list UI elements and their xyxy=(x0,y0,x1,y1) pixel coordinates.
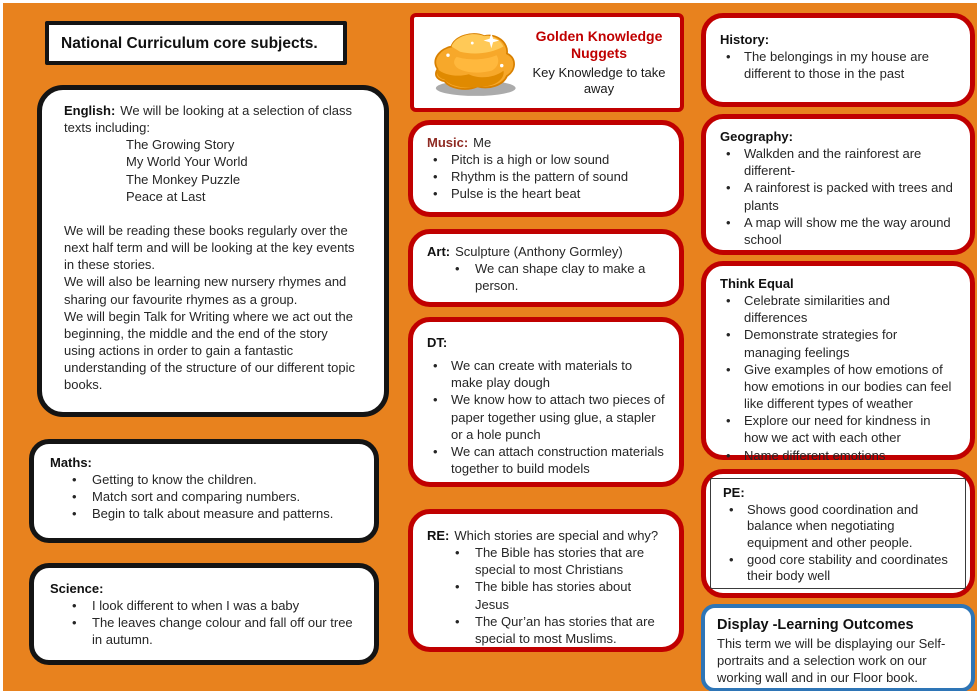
science-bullet-list xyxy=(50,597,358,648)
display-heading: Display -Learning Outcomes xyxy=(717,617,914,633)
english-heading: English: xyxy=(64,103,116,118)
list-item: • Pitch is a high or low sound xyxy=(427,151,665,168)
nuggets-title: Golden Knowledge Nuggets xyxy=(535,27,663,62)
list-item: • The bible has stories about Jesus xyxy=(427,578,665,612)
pe-box xyxy=(701,469,975,598)
display-body: This term we will be displaying our Self-portraits and a selection work on our working wall and in our Floor book. xyxy=(717,636,946,686)
music-bullet-list xyxy=(427,151,665,202)
list-item: • Getting to know the children. xyxy=(50,471,358,488)
golden-nuggets-box xyxy=(410,13,684,112)
science-box xyxy=(29,563,379,665)
science-heading: Science: xyxy=(50,581,104,596)
english-box xyxy=(37,85,389,417)
list-item: • Shows good coordination and balance when negotiating equipment and other people. xyxy=(723,502,953,552)
list-item: • Walkden and the rainforest are different- xyxy=(720,145,956,179)
geography-box xyxy=(701,114,975,255)
list-item: • Match sort and comparing numbers. xyxy=(50,488,358,505)
pe-heading: PE: xyxy=(723,485,745,500)
list-item: Peace at Last xyxy=(126,188,206,204)
re-bullet-list xyxy=(427,544,665,647)
list-item: • Pulse is the heart beat xyxy=(427,185,665,202)
list-item: • We know how to attach two pieces of paper together using glue, a stapler or a hole punch xyxy=(427,391,665,442)
list-item: The Growing Story xyxy=(126,137,235,153)
art-box xyxy=(408,229,684,307)
history-heading: History: xyxy=(720,32,770,47)
list-item: • Explore our need for kindness in how we act with each other xyxy=(720,412,956,446)
list-item: • Give examples of how emotions of how emotions in our bodies can feel like different types of weather xyxy=(720,361,956,412)
list-item: • We can attach construction materials together to build models xyxy=(427,443,665,477)
history-bullet-list xyxy=(720,48,956,82)
pe-inner-frame xyxy=(710,478,966,589)
gold-nugget-icon xyxy=(422,22,526,104)
list-item: • We can create with materials to make play dough xyxy=(427,357,665,391)
list-item: • The leaves change colour and fall off our tree in autumn. xyxy=(50,614,358,648)
music-topic: Me xyxy=(473,135,492,150)
list-item: • The Qur’an has stories that are special to most Muslims. xyxy=(427,613,665,647)
list-item: • Rhythm is the pattern of sound xyxy=(427,168,665,185)
list-item: • Begin to talk about measure and patterns. xyxy=(50,505,358,522)
list-item: • Demonstrate strategies for managing feelings xyxy=(720,326,956,360)
dt-box xyxy=(408,317,684,487)
nuggets-text xyxy=(526,28,672,98)
list-item: • A rainforest is packed with trees and plants xyxy=(720,179,956,213)
music-box xyxy=(408,120,684,217)
english-paragraph: We will begin Talk for Writing where we act out the beginning, the middle and the end of the story using actions in order to gain a fantastic understanding of the structure of our different topic books. xyxy=(64,308,355,393)
art-bullet-list xyxy=(427,260,665,294)
list-item: • Celebrate similarities and differences xyxy=(720,292,956,326)
re-topic: Which stories are special and why? xyxy=(454,528,659,543)
pe-bullet-list xyxy=(723,502,953,585)
list-item: • We can shape clay to make a person. xyxy=(427,260,665,294)
re-heading: RE: xyxy=(427,528,450,543)
english-intro: We will be looking at a selection of class texts including: xyxy=(64,103,352,136)
dt-heading: DT: xyxy=(427,335,448,350)
list-item: • The belongings in my house are different to those in the past xyxy=(720,48,956,82)
nuggets-subtitle: Key Knowledge to take away xyxy=(532,64,666,96)
english-book-list xyxy=(64,136,362,205)
list-item: • Name different emotions xyxy=(720,447,956,464)
maths-box xyxy=(29,439,379,543)
list-item: • good core stability and coordinates their body well xyxy=(723,552,953,585)
geography-heading: Geography: xyxy=(720,129,793,144)
english-intro-line xyxy=(64,102,362,136)
list-item: • I look different to when I was a baby xyxy=(50,597,358,614)
think-equal-box xyxy=(701,261,975,463)
dt-bullet-list xyxy=(427,357,665,477)
list-item: My World Your World xyxy=(126,154,248,170)
music-heading: Music: xyxy=(427,135,469,150)
english-paragraph: We will also be learning new nursery rhymes and sharing our favourite rhymes as a group. xyxy=(64,274,347,307)
list-item: • A map will show me the way around school xyxy=(720,214,956,248)
page-title: National Curriculum core subjects. xyxy=(45,21,347,65)
display-outcomes-box xyxy=(701,604,975,692)
english-paragraph: We will be reading these books regularly over the next half term and will be looking at the key events in these stories. xyxy=(64,222,355,273)
maths-bullet-list xyxy=(50,471,358,522)
re-box xyxy=(408,509,684,652)
geography-bullet-list xyxy=(720,145,956,248)
list-item: The Monkey Puzzle xyxy=(126,171,241,187)
think-equal-bullet-list xyxy=(720,292,956,464)
think-equal-heading: Think Equal xyxy=(720,276,794,291)
history-box xyxy=(701,13,975,107)
maths-heading: Maths: xyxy=(50,455,92,470)
art-topic: Sculpture (Anthony Gormley) xyxy=(455,244,623,259)
art-heading: Art: xyxy=(427,244,451,259)
list-item: • The Bible has stories that are special to most Christians xyxy=(427,544,665,578)
